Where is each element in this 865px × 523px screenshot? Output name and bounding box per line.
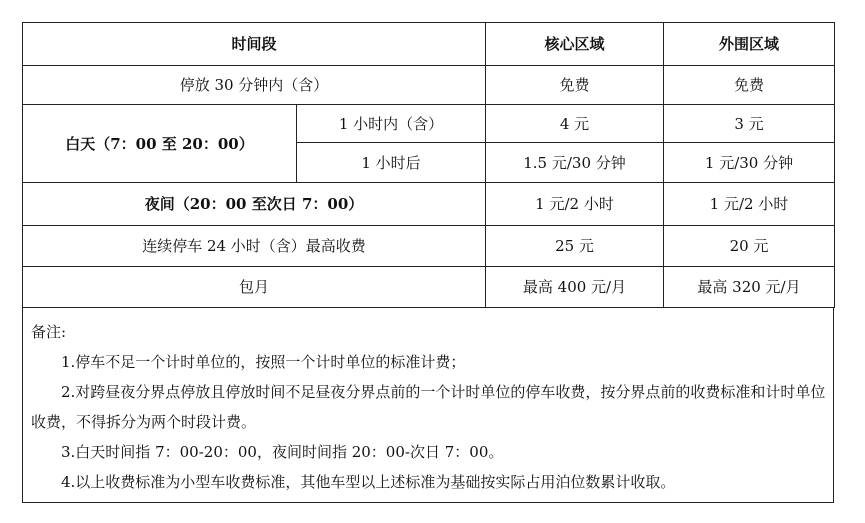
monthly-core-value: 最高 400 元/月: [486, 267, 664, 308]
free-outer-value: 免费: [664, 66, 835, 105]
cap24-outer-value: 20 元: [664, 226, 835, 267]
monthly-label: 包月: [23, 267, 486, 308]
table-row: [23, 183, 835, 226]
notes-section: [22, 307, 834, 503]
day-first-hour-outer: 3 元: [664, 105, 835, 143]
note-item-3: 3.白天时间指 7：00-20：00，夜间时间指 20：00-次日 7：00。: [61, 443, 504, 461]
table-row: [23, 226, 835, 267]
note-item-2: 2.对跨昼夜分界点停放且停放时间不足昼夜分界点前的一个计时单位的停车收费，按分界点前的收费标准和计时单位收费，不得拆分为两个时段计费。: [31, 383, 826, 431]
parking-fee-table: [22, 22, 835, 308]
day-first-hour-core: 4 元: [486, 105, 664, 143]
header-core-area: 核心区域: [486, 23, 664, 66]
note-item-1: 1.停车不足一个计时单位的，按照一个计时单位的标准计费；: [61, 353, 466, 371]
day-first-hour-label: 1 小时内（含）: [297, 105, 486, 143]
free-period-label: 停放 30 分钟内（含）: [23, 66, 486, 105]
night-period-label: 夜间（20：00 至次日 7：00）: [23, 183, 486, 226]
notes-title: 备注:: [31, 323, 67, 341]
table-row: [23, 267, 835, 308]
note-item-4: 4.以上收费标准为小型车收费标准，其他车型以上述标准为基础按实际占用泊位数累计收取。: [61, 473, 676, 491]
table-header-row: [23, 23, 835, 66]
table-row: [23, 66, 835, 105]
free-core-value: 免费: [486, 66, 664, 105]
night-outer-value: 1 元/2 小时: [664, 183, 835, 226]
header-outer-area: 外围区域: [664, 23, 835, 66]
cap24-label: 连续停车 24 小时（含）最高收费: [23, 226, 486, 267]
night-core-value: 1 元/2 小时: [486, 183, 664, 226]
table-row: [23, 105, 835, 143]
cap24-core-value: 25 元: [486, 226, 664, 267]
header-period: 时间段: [23, 23, 486, 66]
day-period-label: 白天（7：00 至 20：00）: [23, 105, 297, 183]
day-after-hour-label: 1 小时后: [297, 143, 486, 183]
day-after-hour-core: 1.5 元/30 分钟: [486, 143, 664, 183]
day-after-hour-outer: 1 元/30 分钟: [664, 143, 835, 183]
monthly-outer-value: 最高 320 元/月: [664, 267, 835, 308]
